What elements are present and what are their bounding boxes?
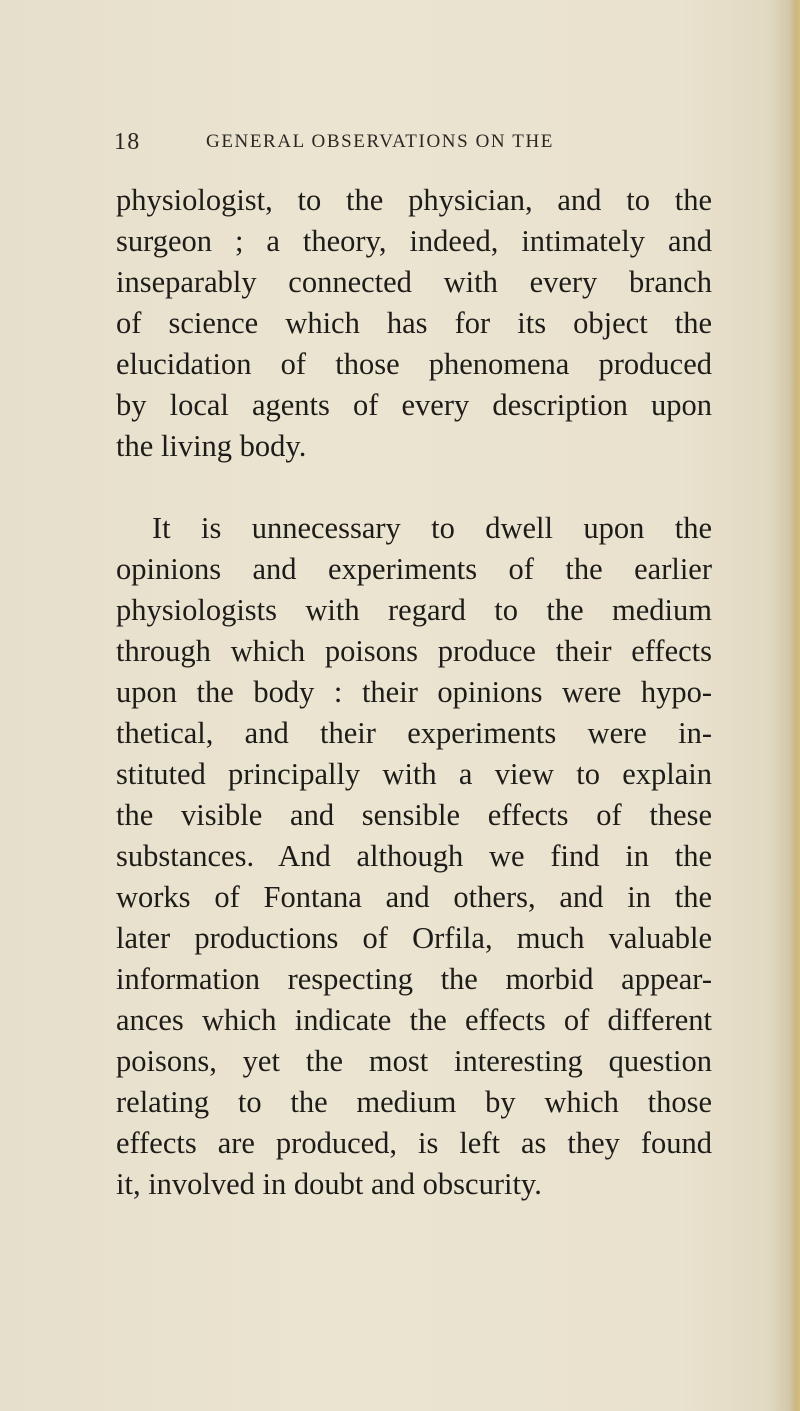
text-line: the living body. <box>116 429 307 463</box>
page-number: 18 <box>114 129 141 155</box>
text-line: poisons, yet the most interesting question <box>116 1044 712 1078</box>
text-line: through which poisons produce their effects <box>116 634 712 668</box>
text-line: ances which indicate the effects of different <box>116 1003 712 1037</box>
text-line: upon the body : their opinions were hypo- <box>116 675 712 709</box>
text-line: by local agents of every description upon <box>116 388 712 422</box>
text-line: later productions of Orfila, much valuable <box>116 921 712 955</box>
text-line: works of Fontana and others, and in the <box>116 880 712 914</box>
paragraph-1 <box>116 180 712 467</box>
text-line: relating to the medium by which those <box>116 1085 712 1119</box>
running-head: GENERAL OBSERVATIONS ON THE <box>206 131 554 152</box>
text-line: inseparably connected with every branch <box>116 265 712 299</box>
text-line: it, involved in doubt and obscurity. <box>116 1167 542 1201</box>
text-line: effects are produced, is left as they found <box>116 1126 712 1160</box>
text-line: information respecting the morbid appear- <box>116 962 712 996</box>
page-edge <box>790 0 800 1411</box>
text-line: thetical, and their experiments were in- <box>116 716 712 750</box>
text-line: opinions and experiments of the earlier <box>116 552 712 586</box>
text-line: physiologist, to the physician, and to the <box>116 183 712 217</box>
text-line: substances. And although we find in the <box>116 839 712 873</box>
body-text <box>116 180 712 1205</box>
paragraph-2 <box>116 508 712 1205</box>
text-line: surgeon ; a theory, indeed, intimately and <box>116 224 712 258</box>
text-line: the visible and sensible effects of these <box>116 798 712 832</box>
text-line: stituted principally with a view to explain <box>116 757 712 791</box>
text-line: physiologists with regard to the medium <box>116 593 712 627</box>
text-line: It is unnecessary to dwell upon the <box>152 511 712 545</box>
page-header <box>114 121 634 161</box>
text-line: of science which has for its object the <box>116 306 712 340</box>
text-line: elucidation of those phenomena produced <box>116 347 712 381</box>
